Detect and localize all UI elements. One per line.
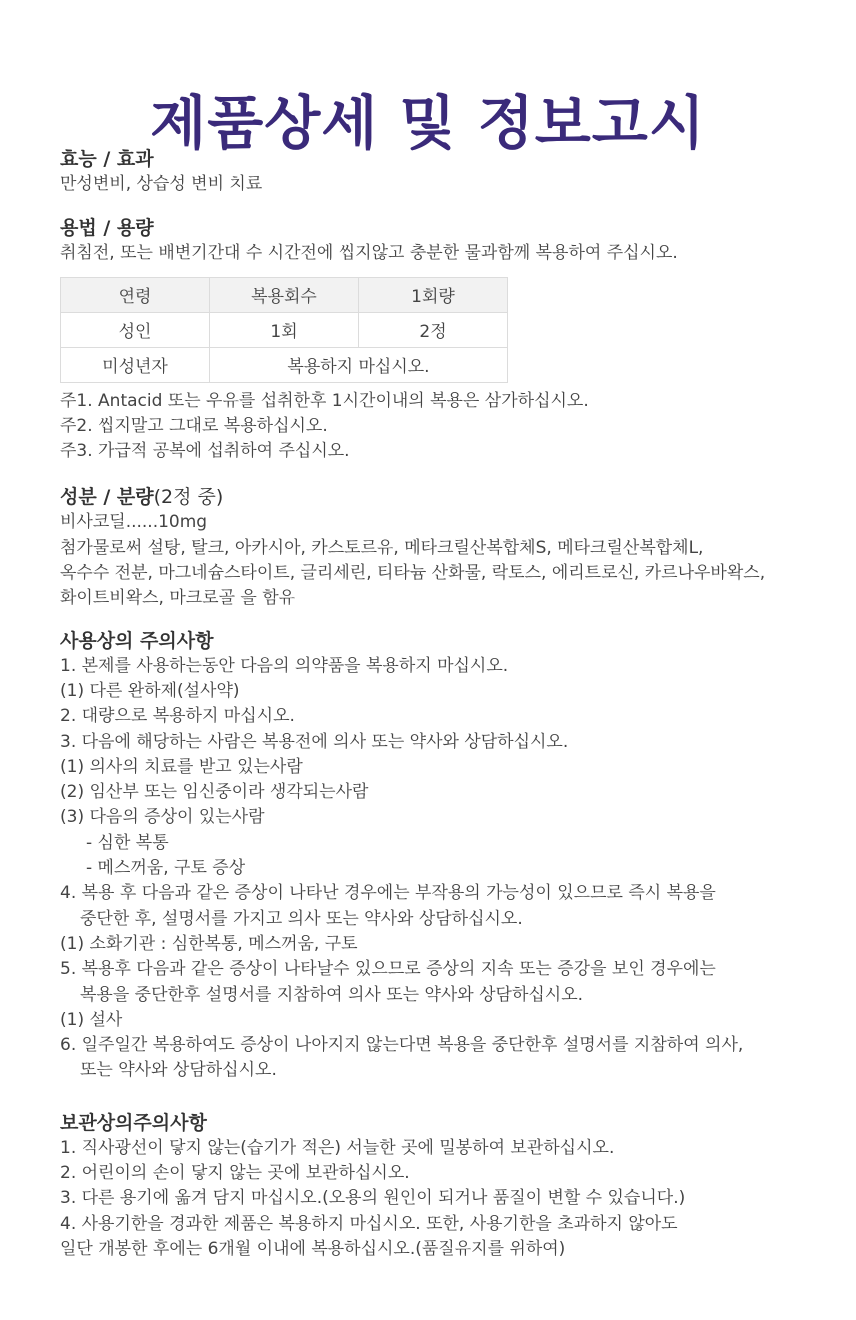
ingredients-line: 첨가물로써 설탕, 탈크, 아카시아, 카스토르유, 메타크릴산복합체S, 메타크릴산복합체L, — [60, 537, 704, 558]
caution-line: 중단한 후, 설명서를 가지고 의사 또는 약사와 상담하십시오. — [80, 908, 523, 929]
dosage-table-cell: 복용하지 마십시오. — [210, 347, 508, 382]
caution-line: 2. 대량으로 복용하지 마십시오. — [60, 706, 295, 727]
dosage-table-cell: 미성년자 — [61, 347, 210, 382]
caution-line: 또는 약사와 상담하십시오. — [80, 1060, 277, 1081]
dosage-table-cell: 2정 — [359, 312, 508, 347]
ingredients-line: 화이트비왁스, 마크로골 을 함유 — [60, 588, 296, 609]
caution-line: (1) 소화기관 : 심한복통, 메스꺼움, 구토 — [60, 933, 358, 954]
usage-heading: 용법 / 용량 — [60, 217, 154, 240]
caution-line: (1) 다른 완하제(설사약) — [60, 680, 240, 701]
usage-note: 주2. 씹지말고 그대로 복용하십시오. — [60, 415, 328, 436]
usage-section — [60, 215, 820, 464]
usage-note: 주1. Antacid 또는 우유를 섭취한후 1시간이내의 복용은 삼가하십시오. — [60, 390, 589, 411]
storage-heading: 보관상의주의사항 — [60, 1111, 207, 1134]
page-title: 제품상세 및 정보고시 — [150, 88, 706, 157]
ingredients-section — [60, 484, 820, 611]
product-info-content — [60, 146, 820, 1262]
dosage-table-row — [61, 312, 508, 347]
storage-line: 1. 직사광선이 닿지 않는(습기가 적은) 서늘한 곳에 밀봉하여 보관하십시오. — [60, 1137, 615, 1158]
caution-line: (1) 설사 — [60, 1009, 123, 1030]
storage-line: 4. 사용기한을 경과한 제품은 복용하지 마십시오. 또한, 사용기한을 초과하지 않아도 — [60, 1213, 678, 1234]
efficacy-section — [60, 146, 820, 197]
cautions-heading: 사용상의 주의사항 — [60, 629, 214, 652]
caution-line: 3. 다음에 해당하는 사람은 복용전에 의사 또는 약사와 상담하십시오. — [60, 731, 569, 752]
dosage-table-header-cell: 복용회수 — [210, 277, 359, 312]
caution-line: (2) 임산부 또는 임신중이라 생각되는사람 — [60, 782, 369, 803]
dosage-table-header-row — [61, 277, 508, 312]
ingredients-heading — [60, 484, 820, 510]
dosage-table-header-cell: 연령 — [61, 277, 210, 312]
caution-line: - 심한 복통 — [86, 832, 169, 853]
caution-line: 복용을 중단한후 설명서를 지참하여 의사 또는 약사와 상담하십시오. — [80, 984, 584, 1005]
ingredients-heading-sub: (2정 중) — [153, 486, 224, 509]
storage-line: 3. 다른 용기에 옮겨 담지 마십시오.(오용의 원인이 되거나 품질이 변할 수 있습니다.) — [60, 1188, 686, 1209]
caution-line: 1. 본제를 사용하는동안 다음의 의약품을 복용하지 마십시오. — [60, 655, 509, 676]
dosage-table — [60, 277, 508, 383]
dosage-table-header-cell: 1회량 — [359, 277, 508, 312]
storage-line: 일단 개봉한 후에는 6개월 이내에 복용하십시오.(품질유지를 위하여) — [60, 1238, 566, 1259]
storage-line: 2. 어린이의 손이 닿지 않는 곳에 보관하십시오. — [60, 1163, 410, 1184]
caution-line: (1) 의사의 치료를 받고 있는사람 — [60, 756, 303, 777]
caution-line: - 메스꺼움, 구토 증상 — [86, 858, 246, 879]
ingredients-line: 비사코딜......10mg — [60, 512, 208, 533]
efficacy-text: 만성변비, 상습성 변비 치료 — [60, 174, 263, 194]
efficacy-heading: 효능 / 효과 — [60, 148, 154, 170]
caution-line: 5. 복용후 다음과 같은 증상이 나타날수 있으므로 증상의 지속 또는 증강을 보인 경우에는 — [60, 959, 716, 980]
storage-section — [60, 1110, 820, 1262]
ingredients-line: 옥수수 전분, 마그네슘스타이트, 글리세린, 티타늄 산화물, 락토스, 에리트로신, 카르나우바왁스, — [60, 563, 766, 584]
dosage-table-cell: 성인 — [61, 312, 210, 347]
ingredients-heading-main: 성분 / 분량 — [60, 486, 154, 509]
dosage-table-row — [61, 347, 508, 382]
caution-line: 6. 일주일간 복용하여도 증상이 나아지지 않는다면 복용을 중단한후 설명서를 지참하여 의사, — [60, 1035, 744, 1056]
caution-line: 4. 복용 후 다음과 같은 증상이 나타난 경우에는 부작용의 가능성이 있으므로 즉시 복용을 — [60, 883, 716, 904]
usage-text: 취침전, 또는 배변기간대 수 시간전에 씹지않고 충분한 물과함께 복용하여 주십시오. — [60, 243, 678, 264]
cautions-section — [60, 628, 820, 1084]
dosage-table-cell: 1회 — [210, 312, 359, 347]
usage-note: 주3. 가급적 공복에 섭취하여 주십시오. — [60, 441, 350, 462]
caution-line: (3) 다음의 증상이 있는사람 — [60, 807, 265, 828]
